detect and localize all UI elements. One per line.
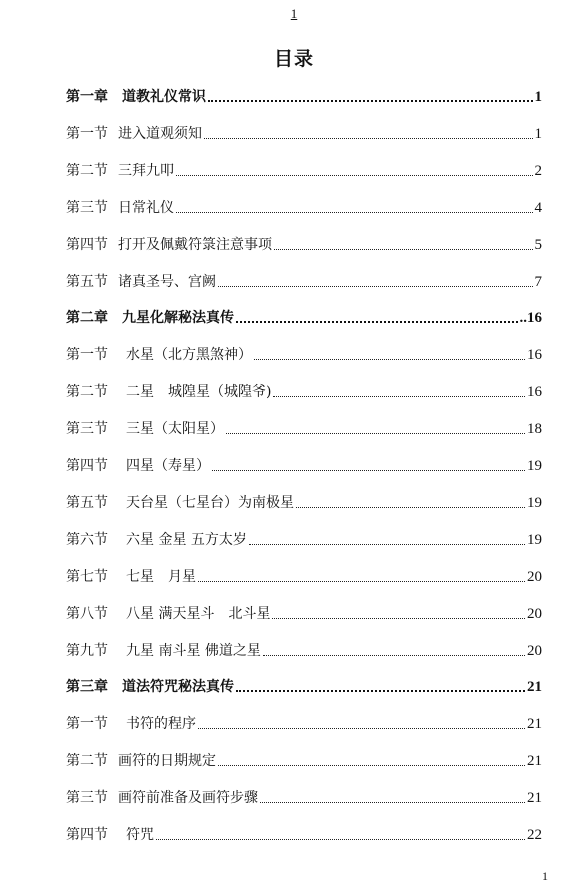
- toc-entry-number: 第二节: [66, 162, 108, 179]
- dot-leader: [218, 286, 533, 287]
- dot-leader: [274, 249, 533, 250]
- toc-entry-number: 第三节: [66, 199, 108, 216]
- toc-entry-title: 四星（寿星）: [126, 458, 210, 474]
- toc-entry-page: 21: [527, 790, 542, 807]
- toc-section-row: [66, 195, 542, 217]
- toc-entry-page: 5: [534, 236, 542, 253]
- toc-entry-page: 21: [527, 679, 542, 696]
- toc-entry-page: 16: [527, 384, 542, 401]
- toc-entry-title: 二星 城隍星（城隍爷): [126, 384, 272, 401]
- toc-entry-page: 4: [534, 199, 542, 216]
- toc-entry-page: 2: [534, 162, 542, 179]
- toc-section-row: [66, 601, 542, 623]
- toc-entry-number: 第一节: [66, 125, 108, 142]
- dot-leader: [260, 802, 525, 803]
- toc-section-row: [66, 342, 542, 364]
- toc-entry-page: 16: [527, 347, 542, 364]
- toc-entry-number: 第五节: [66, 494, 108, 511]
- toc-section-row: [66, 822, 542, 844]
- toc-entry-number: 第一节: [66, 716, 108, 733]
- dot-leader: [198, 728, 525, 729]
- toc-entry-page: 22: [527, 827, 542, 843]
- dot-leader: [236, 690, 525, 692]
- toc-section-row: [66, 269, 542, 291]
- toc-entry-number: 第九节: [66, 642, 108, 659]
- toc-section-row: [66, 416, 542, 438]
- toc-entry-page: 21: [527, 716, 542, 733]
- toc-entry-number: 第一节: [66, 347, 108, 364]
- toc-entry-number: 第七节: [66, 568, 108, 585]
- toc-entry-number: 第八节: [66, 605, 108, 622]
- toc-entry-title: 道法符咒秘法真传: [122, 679, 234, 696]
- dot-leader: [176, 175, 533, 176]
- toc-entry-page: 18: [527, 421, 542, 438]
- toc-entry-number: 第二章: [66, 310, 108, 327]
- toc-section-row: [66, 748, 542, 770]
- dot-leader: [254, 359, 525, 360]
- toc-section-row: [66, 158, 542, 180]
- toc-entry-number: 第五节: [66, 273, 108, 290]
- toc-entry-title: 九星 南斗星 佛道之星: [126, 642, 261, 659]
- dot-leader: [208, 100, 533, 102]
- footer-page-number: 1: [542, 869, 548, 883]
- toc-entry-number: 第一章: [66, 89, 108, 105]
- toc-entry-title: 日常礼仪: [118, 199, 174, 216]
- toc-entry-title: 三拜九叩: [118, 162, 174, 179]
- toc-section-row: [66, 527, 542, 549]
- dot-leader: [156, 839, 525, 840]
- toc-chapter-row: [66, 674, 542, 696]
- toc-entry-page: 1: [534, 89, 542, 105]
- toc-entry-number: 第三节: [66, 790, 108, 807]
- dot-leader: [226, 433, 525, 434]
- toc-entry-page: 20: [527, 642, 542, 659]
- toc-entry-title: 天台星（七星台）为南极星: [126, 494, 294, 511]
- toc-chapter-row: [66, 305, 542, 327]
- dot-leader: [204, 138, 533, 139]
- toc-entry-number: 第四节: [66, 236, 108, 253]
- toc-entry-title: 水星（北方黑煞神）: [126, 347, 252, 364]
- toc-entry-title: 画符的日期规定: [118, 753, 216, 770]
- toc-entry-title: 九星化解秘法真传: [122, 310, 234, 327]
- dot-leader: [249, 544, 525, 545]
- toc-entry-number: 第二节: [66, 384, 108, 401]
- toc-section-row: [66, 564, 542, 586]
- toc-entry-page: 1: [534, 125, 542, 142]
- toc-entry-title: 进入道观须知: [118, 125, 202, 142]
- toc-entry-title: 诸真圣号、宫阙: [118, 273, 216, 290]
- toc-entry-page: 19: [527, 531, 542, 548]
- dot-leader: [218, 765, 525, 766]
- dot-leader: [212, 470, 525, 471]
- dot-leader: [198, 581, 525, 582]
- toc-entry-title: 画符前准备及画符步骤: [118, 790, 258, 807]
- toc-entry-number: 第二节: [66, 753, 108, 770]
- toc-entry-title: 符咒: [126, 827, 154, 843]
- dot-leader: [296, 507, 525, 508]
- toc-entry-title: 道教礼仪常识: [122, 89, 206, 105]
- toc-section-row: [66, 121, 542, 143]
- toc-entry-title: 七星 月星: [126, 568, 196, 585]
- toc-entry-title: 书符的程序: [126, 716, 196, 733]
- dot-leader: [273, 396, 525, 397]
- toc-entry-title: 打开及佩戴符箓注意事项: [118, 236, 272, 253]
- toc-entry-number: 第四节: [66, 458, 108, 474]
- dot-leader: [236, 321, 518, 323]
- toc-entry-number: 第三章: [66, 679, 108, 696]
- toc-entry-title: 六星 金星 五方太岁: [126, 531, 247, 548]
- dot-leader: [176, 212, 533, 213]
- toc-section-row: [66, 379, 542, 401]
- toc-entry-page: 7: [534, 273, 542, 290]
- toc-section-row: [66, 453, 542, 475]
- dot-leader: [263, 655, 525, 656]
- toc-entry-title: 八星 满天星斗 北斗星: [126, 605, 271, 622]
- toc-entry-page: ..16: [519, 310, 542, 327]
- toc-section-row: [66, 711, 542, 733]
- toc-entry-page: 19: [527, 494, 542, 511]
- toc-section-row: [66, 232, 542, 254]
- toc-entry-number: 第四节: [66, 827, 108, 843]
- toc-entry-page: 20: [527, 568, 542, 585]
- toc-entry-page: 19: [527, 458, 542, 474]
- toc-section-row: [66, 490, 542, 512]
- dot-leader: [272, 618, 525, 619]
- toc-section-row: [66, 785, 542, 807]
- toc-entry-number: 第六节: [66, 531, 108, 548]
- toc-entry-title: 三星（太阳星）: [126, 421, 224, 438]
- toc-entry-page: 20: [527, 605, 542, 622]
- top-page-mark: 1: [290, 6, 298, 21]
- toc-section-row: [66, 638, 542, 660]
- page-title: 目录: [273, 48, 314, 70]
- toc-entry-number: 第三节: [66, 421, 108, 438]
- toc-entry-page: 21: [527, 753, 542, 770]
- toc-chapter-row: [66, 84, 542, 106]
